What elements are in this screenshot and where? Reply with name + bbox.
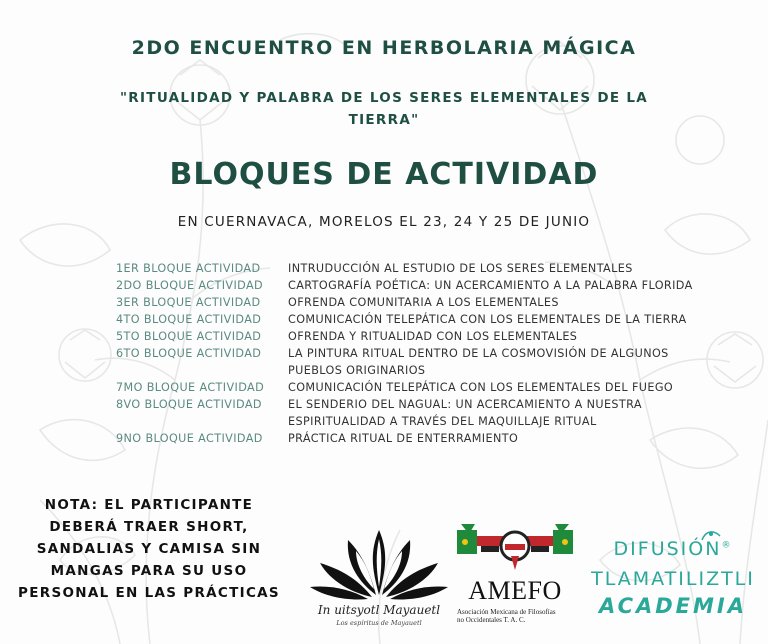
difusion-logo-line1: DIFUSIÓN® (613, 538, 733, 560)
block-label: 5TO BLOQUE ACTIVIDAD (116, 330, 262, 343)
block-label: 7MO BLOQUE ACTIVIDAD (116, 381, 265, 394)
block-row-6 (116, 345, 736, 379)
block-row-8 (116, 396, 736, 430)
block-row-7 (116, 379, 736, 396)
block-description: COMUNICACIÓN TELEPÁTICA CON LOS ELEMENTALES DE LA TIERRA (288, 313, 687, 326)
flourish-icon (700, 528, 722, 542)
block-description: EL SENDERIO DEL NAGUAL: UN ACERCAMIENTO A NUESTRA (288, 398, 642, 411)
block-description-continued: PUEBLOS ORIGINARIOS (288, 364, 426, 377)
block-label: 9NO BLOQUE ACTIVIDAD (116, 432, 263, 445)
difusion-logo-line3: ACADEMIA (598, 594, 747, 618)
block-description: OFRENDA COMUNITARIA A LOS ELEMENTALES (288, 296, 559, 309)
block-row-3 (116, 294, 736, 311)
block-label: 6TO BLOQUE ACTIVIDAD (116, 347, 262, 360)
block-label: 3ER BLOQUE ACTIVIDAD (116, 296, 261, 309)
block-row-4 (116, 311, 736, 328)
activity-blocks-list (116, 260, 736, 447)
block-description: COMUNICACIÓN TELEPÁTICA CON LOS ELEMENTALES DEL FUEGO (288, 381, 674, 394)
block-row-9 (116, 430, 736, 447)
amefo-logo (455, 520, 575, 632)
block-label: 8VO BLOQUE ACTIVIDAD (116, 398, 262, 411)
block-description: CARTOGRAFÍA POÉTICA: UN ACERCAMIENTO A LA PALABRA FLORIDA (288, 279, 693, 292)
agave-icon (308, 525, 450, 603)
note-line: MANGAS PARA SU USO (50, 563, 248, 579)
block-row-2 (116, 277, 736, 294)
block-row-5 (116, 328, 736, 345)
note-line: PERSONAL EN LAS PRÁCTICAS (18, 585, 280, 601)
event-location-date: EN CUERNAVACA, MORELOS EL 23, 24 Y 25 DE JUNIO (177, 214, 591, 230)
event-subtitle: "RITUALIDAD Y PALABRA DE LOS SERES ELEMENTALES DE LA TIERRA" (119, 90, 649, 128)
amefo-logo-fullname: Asociación Mexicana de Filosofías no Occidentales T. A. C. (457, 608, 556, 624)
block-label: 4TO BLOQUE ACTIVIDAD (116, 313, 262, 326)
amefo-logo-name: AMEFO (468, 576, 562, 605)
note-line: SANDALIAS Y CAMISA SIN (36, 541, 262, 557)
mayauetl-logo-name: In uitsyotl Mayauetl (317, 603, 441, 617)
note-line: NOTA: EL PARTICIPANTE (44, 497, 254, 513)
blocks-heading: BLOQUES DE ACTIVIDAD (169, 157, 599, 192)
difusion-tlamatiliztli-logo (588, 528, 758, 624)
participant-note (14, 494, 284, 604)
mayauetl-logo (308, 525, 450, 630)
mayauetl-logo-tagline: Los espíritus de Mayauetl (336, 619, 422, 627)
serpent-emblem-icon (455, 520, 575, 576)
block-description: PRÁCTICA RITUAL DE ENTERRAMIENTO (288, 432, 519, 445)
block-label: 1ER BLOQUE ACTIVIDAD (116, 262, 261, 275)
block-row-1 (116, 260, 736, 277)
event-title: 2DO ENCUENTRO EN HERBOLARIA MÁGICA (131, 37, 637, 59)
block-label: 2DO BLOQUE ACTIVIDAD (116, 279, 264, 292)
difusion-logo-line2: TLAMATILIZTLI (591, 568, 755, 590)
block-description: OFRENDA Y RITUALIDAD CON LOS ELEMENTALES (288, 330, 578, 343)
note-line: DEBERÁ TRAER SHORT, (49, 519, 249, 535)
block-description-continued: ESPIRITUALIDAD A TRAVÉS DEL MAQUILLAJE RITUAL (288, 415, 597, 428)
block-description: INTRUDUCCIÓN AL ESTUDIO DE LOS SERES ELEMENTALES (288, 262, 633, 275)
block-description: LA PINTURA RITUAL DENTRO DE LA COSMOVISIÓN DE ALGUNOS (288, 347, 669, 360)
